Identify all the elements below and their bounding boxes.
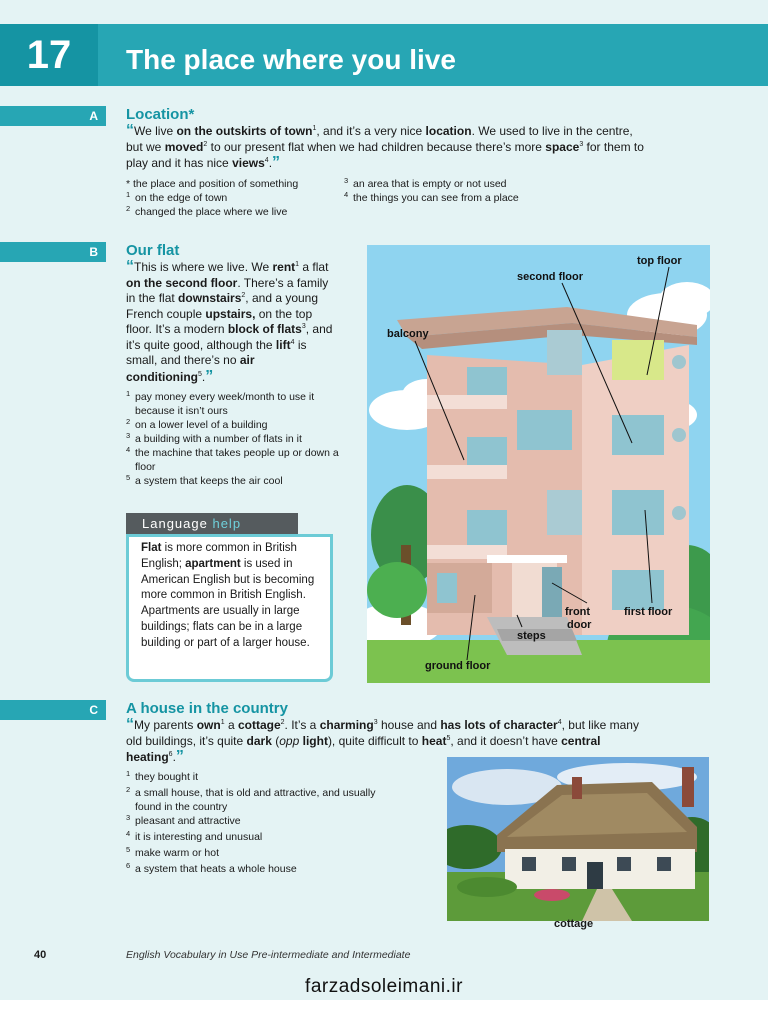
note: * the place and position of something <box>126 178 299 190</box>
note: 2 a small house, that is old and attractive, and usually found in the country <box>126 785 376 813</box>
block-of-flats-illustration <box>367 245 710 683</box>
section-a-paragraph: “We live on the outskirts of town$^1$, and it’s a very nice location. We used to live in the centre, but we moved$^2$ to our present flat when we had children because there’s more space$^3$ for them to play and it has nice views$^4$.” <box>126 122 644 171</box>
section-b-tab: B <box>0 242 106 262</box>
note: 4 the machine that takes people up or down a floor <box>126 445 339 473</box>
cottage-caption: cottage <box>554 918 594 930</box>
note: 3 pleasant and attractive <box>126 813 241 827</box>
note: 2 on a lower level of a building <box>126 417 268 431</box>
watermark-url: farzadsoleimani.ir <box>305 976 463 997</box>
section-b-paragraph: “This is where we live. We rent$^1$ a flat on the second floor. There’s a family in the flat downstairs$^2$, and a young French couple upstairs, on the top floor. It’s a modern block of flats$^3$, and it’s quite good, although the lift$^4$ is small, and there’s no air conditioning$^5$.” <box>126 258 333 385</box>
section-a-notes-left <box>126 177 341 219</box>
section-c-heading: A house in the country <box>126 700 288 717</box>
unit-title: The place where you live <box>126 44 456 75</box>
page-number: 40 <box>34 949 47 961</box>
language-help-bar: Language help <box>126 513 298 534</box>
section-a-tab: A <box>0 106 106 126</box>
unit-number: 17 <box>26 33 72 77</box>
section-a-notes-right <box>344 177 584 205</box>
note: 6 a system that heats a whole house <box>126 861 297 875</box>
note: 4 it is interesting and unusual <box>126 829 263 843</box>
note: 1 pay money every week/month to use it because it isn’t ours <box>126 389 315 417</box>
label-front: front <box>565 606 591 618</box>
label-ground-floor: ground floor <box>425 660 491 672</box>
label-first-floor: first floor <box>624 606 673 618</box>
note: 2 changed the place where we live <box>126 204 288 218</box>
section-b-notes <box>126 390 341 488</box>
section-c-tab: C <box>0 700 106 720</box>
section-b-heading: Our flat <box>126 242 180 259</box>
label-door: door <box>567 619 592 631</box>
note: 4 the things you can see from a place <box>344 190 519 204</box>
cottage-photo <box>447 757 709 921</box>
label-top-floor: top floor <box>637 255 682 267</box>
label-second-floor: second floor <box>517 271 584 283</box>
label-balcony: balcony <box>387 328 429 340</box>
language-help-text: Flat is more common in British English; apartment is used in American English but is becoming more common in British English. Apartments are usually in large buildings; flats can be in a large building or part of a larger house. <box>141 542 315 649</box>
note: 3 an area that is empty or not used <box>344 176 507 190</box>
label-steps: steps <box>517 630 546 642</box>
note: 3 a building with a number of flats in it <box>126 431 302 445</box>
book-title: English Vocabulary in Use Pre-intermediate and Intermediate <box>126 949 411 961</box>
section-c-notes <box>126 770 396 876</box>
note: 1 they bought it <box>126 769 199 783</box>
section-c-paragraph: “My parents own$^1$ a cottage$^2$. It’s a charming$^3$ house and has lots of character$^4$, but like many old buildings, it’s quite dark (opp light), quite difficult to heat$^5$, and it doesn’t have central heating$^6$.” <box>126 716 639 765</box>
note: 5 make warm or hot <box>126 845 220 859</box>
note: 1 on the edge of town <box>126 190 228 204</box>
note: 5 a system that keeps the air cool <box>126 473 283 487</box>
section-a-heading: Location* <box>126 106 195 123</box>
